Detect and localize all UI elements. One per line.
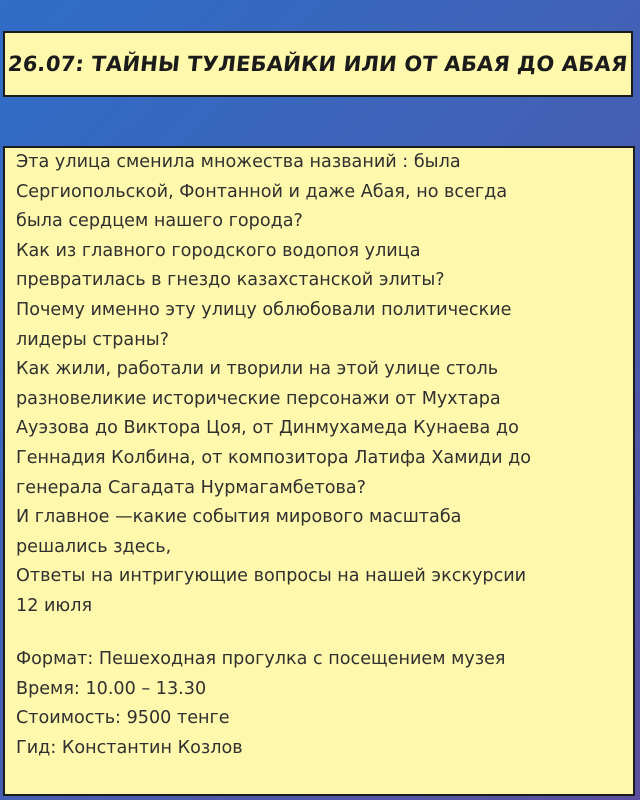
description-line: была сердцем нашего города? (16, 211, 303, 232)
page-title: 26.07: ТАЙНЫ ТУЛЕБАЙКИ ИЛИ ОТ АБАЯ ДО АБАЯ (7, 52, 629, 76)
price-text: Стоимость: 9500 тенге (16, 708, 230, 729)
description-line: Как из главного городского водопоя улица (16, 240, 421, 261)
format-text: Формат: Пешеходная прогулка с посещением музея (16, 649, 506, 669)
description-line: Сергиопольской, Фонтанной и даже Абая, но всегда (16, 181, 508, 202)
description-text (16, 148, 626, 622)
description-line: генерала Сагадата Нурмагамбетова? (16, 477, 366, 498)
description-line: Эта улица сменила множества названий : была (16, 152, 461, 172)
description-line: лидеры страны? (16, 329, 169, 350)
title-banner (3, 31, 633, 97)
description-line: Геннадия Колбина, от композитора Латифа Хамиди до (16, 447, 532, 468)
guide-text: Гид: Константин Козлов (16, 737, 243, 758)
description-line: превратилась в гнездо казахстанской элиты? (16, 270, 445, 291)
description-line: 12 июля (16, 595, 93, 616)
time-text: Время: 10.00 – 13.30 (16, 678, 207, 699)
description-line: Как жили, работали и творили на этой улице столь (16, 359, 499, 380)
description-line: разновеликие исторические персонажи от Мухтара (16, 388, 501, 409)
description-line: Ответы на интригующие вопросы на нашей экскурсии (16, 566, 527, 587)
tour-details (16, 645, 626, 763)
content-panel (3, 146, 635, 796)
description-line: Почему именно эту улицу облюбовали политические (16, 299, 512, 320)
description-line: И главное —какие события мирового масштаба (16, 507, 462, 528)
description-line: решались здесь, (16, 536, 172, 557)
description-line: Ауэзова до Виктора Цоя, от Динмухамеда Кунаева до (16, 418, 519, 439)
